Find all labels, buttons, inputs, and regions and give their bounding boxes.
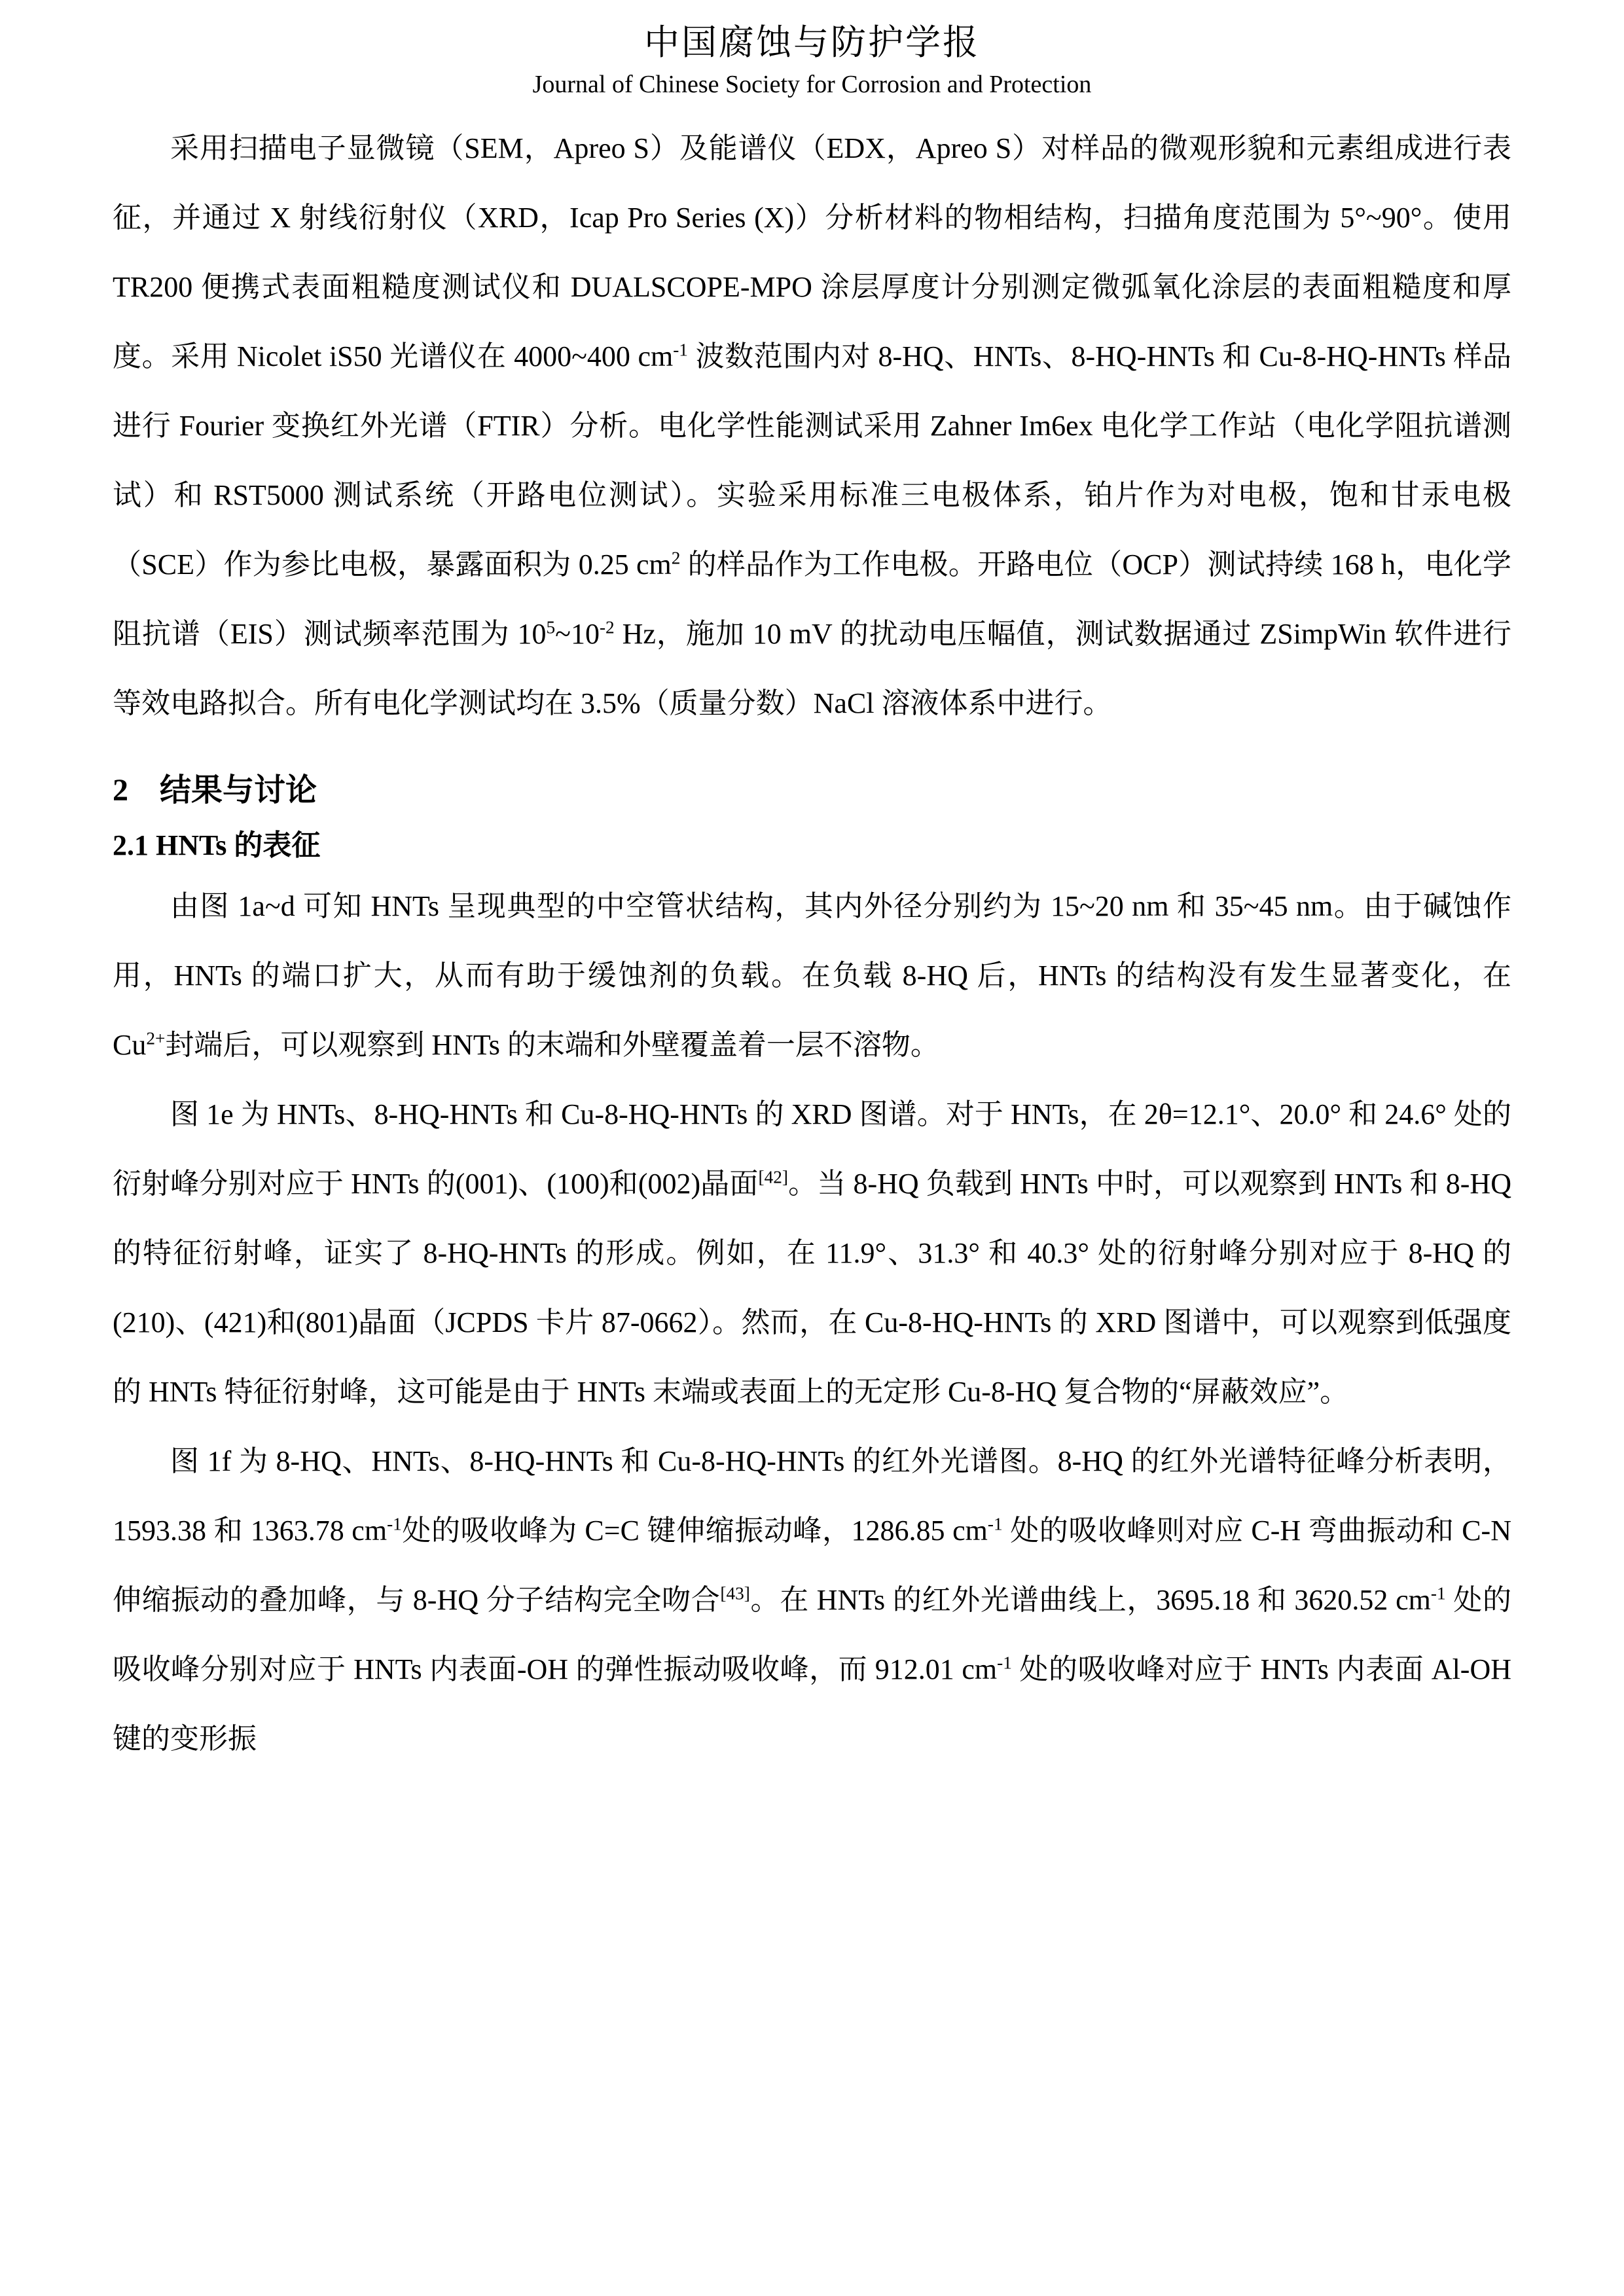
- paragraph-methods: 采用扫描电子显微镜（SEM，Apreo S）及能谱仪（EDX，Apreo S）对样品的微观形貌和元素组成进行表征，并通过 X 射线衍射仪（XRD，Icap Pro Series (X)）分析材料的物相结构，扫描角度范围为 5°~90°。使用 TR200 便携式表面粗糙度测试仪和 DUALSCOPE-MPO 涂层厚度计分别测定微弧氧化涂层的表面粗糙度和厚度。采用 Nicolet iS50 光谱仪在 4000~400 $cm^{-1}$ 波数范围内对 8-HQ、HNTs、8-HQ-HNTs 和 Cu-8-HQ-HNTs 样品进行 Fourier 变换红外光谱（FTIR）分析。电化学性能测试采用 Zahner Im6ex 电化学工作站（电化学阻抗谱测试）和 RST5000 测试系统（开路电位测试）。实验采用标准三电极体系，铂片作为对电极，饱和甘汞电极（SCE）作为参比电极，暴露面积为 0.25 $cm^2$ 的样品作为工作电极。开路电位（OCP）测试持续 168 h，电化学阻抗谱（EIS）测试频率范围为 $10^5\sim 10^{-2}$ Hz，施加 10 mV 的扰动电压幅值，测试数据通过 ZSimpWin 软件进行等效电路拟合。所有电化学测试均在 3.5%（质量分数）NaCl 溶液体系中进行。: [113, 132, 1512, 719]
- journal-header: [113, 18, 1511, 102]
- journal-title-zh: 中国腐蚀与防护学报: [644, 23, 980, 62]
- section-heading-results: 2 结果与讨论: [113, 773, 317, 808]
- paragraph-ftir-analysis: 图 1f 为 8-HQ、HNTs、8-HQ-HNTs 和 Cu-8-HQ-HNTs 的红外光谱图。8-HQ 的红外光谱特征峰分析表明，1593.38 和 1363.78 $cm^{-1}$处的吸收峰为 C=C 键伸缩振动峰，1286.85 $cm^{-1}$ 处的吸收峰则对应 C-H 弯曲振动和 C-N 伸缩振动的叠加峰，与 8-HQ 分子结构完全吻合[43]。在 HNTs 的红外光谱曲线上，3695.18 和 3620.52 $cm^{-1}$ 处的吸收峰分别对应于 HNTs 内表面-OH 的弹性振动吸收峰，而 912.01 $cm^{-1}$ 处的吸收峰对应于 HNTs 内表面 Al-OH 键的变形振: [113, 1445, 1511, 1755]
- paragraph-xrd-analysis: 图 1e 为 HNTs、8-HQ-HNTs 和 Cu-8-HQ-HNTs 的 XRD 图谱。对于 HNTs，在 2θ=12.1°、20.0° 和 24.6° 处的衍射峰分别对应于 HNTs 的(001)、(100)和(002)晶面[42]。当 8-HQ 负载到 HNTs 中时，可以观察到 HNTs 和 8-HQ 的特征衍射峰，证实了 8-HQ-HNTs 的形成。例如，在 11.9°、31.3° 和 40.3° 处的衍射峰分别对应于 8-HQ 的(210)、(421)和(801)晶面（JCPDS 卡片 87-0662）。然而，在 Cu-8-HQ-HNTs 的 XRD 图谱中，可以观察到低强度的 HNTs 特征衍射峰，这可能是由于 HNTs 末端或表面上的无定形 Cu-8-HQ 复合物的“屏蔽效应”。: [113, 1098, 1511, 1408]
- subsection-heading-hnts: 2.1 HNTs 的表征: [113, 829, 321, 861]
- paragraph-hnts-morphology: 由图 1a~d 可知 HNTs 呈现典型的中空管状结构，其内外径分别约为 15~20 nm 和 35~45 nm。由于碱蚀作用，HNTs 的端口扩大，从而有助于缓蚀剂的负载。在负载 8-HQ 后，HNTs 的结构没有发生显著变化，在 $Cu^{2+}$封端后，可以观察到 HNTs 的末端和外壁覆盖着一层不溶物。: [113, 890, 1511, 1061]
- journal-title-en: Journal of Chinese Society for Corrosion and Protection: [532, 71, 1092, 98]
